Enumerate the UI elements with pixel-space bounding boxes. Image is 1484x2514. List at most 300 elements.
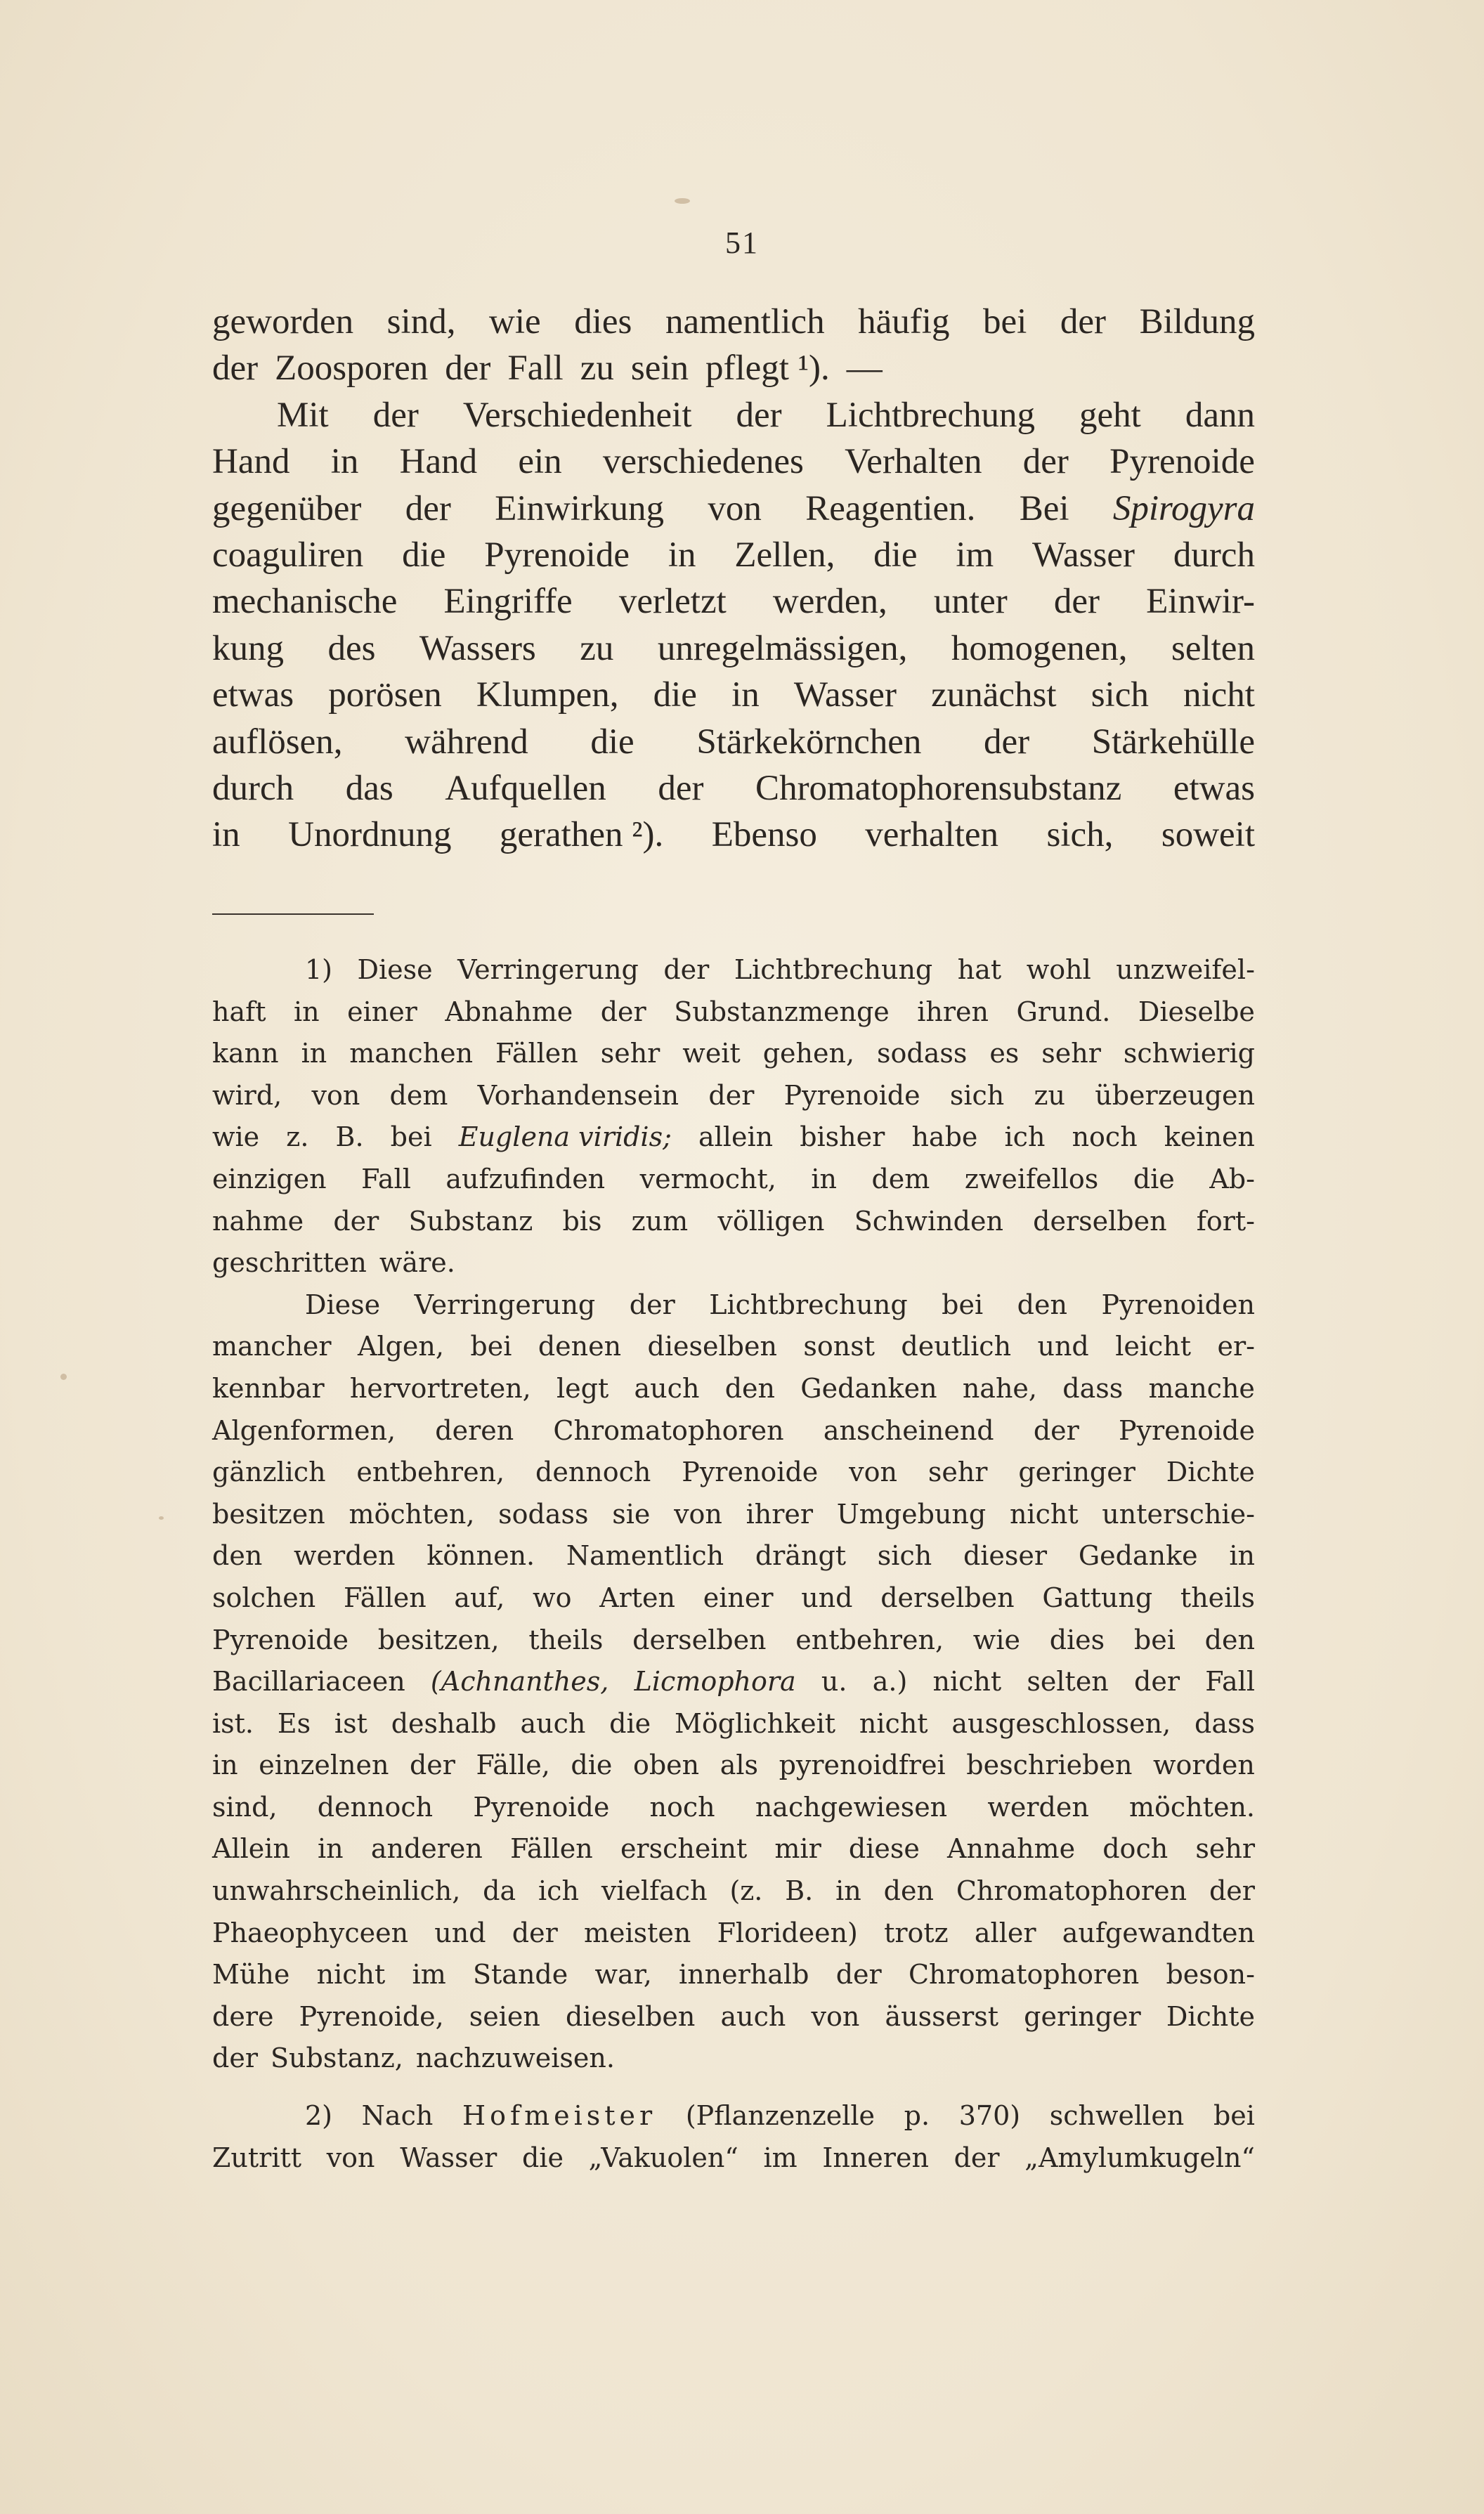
word: manche <box>1148 1372 1255 1404</box>
word: nicht <box>1009 1498 1079 1530</box>
word: den <box>883 1875 934 1907</box>
footnote-line <box>212 1787 1255 1829</box>
word: Mühe <box>212 1959 290 1991</box>
word: einer <box>703 1582 774 1613</box>
word: B. <box>335 1121 364 1153</box>
word: Verschiedenheit <box>462 395 692 435</box>
word: bei <box>1213 2100 1255 2132</box>
word: der <box>736 395 782 435</box>
word: verletzt <box>618 582 727 622</box>
word: äusserst <box>885 2000 999 2032</box>
word: zunächst <box>931 675 1057 715</box>
word: geworden <box>212 302 354 341</box>
word: wie <box>972 1624 1020 1655</box>
word: Lichtbrechung <box>734 954 933 985</box>
word: ein <box>518 442 562 482</box>
word: häufig <box>858 302 950 341</box>
word: Umgebung <box>836 1498 987 1530</box>
word: unzweifel- <box>1116 954 1255 985</box>
word: sein <box>630 349 689 389</box>
word: besitzen, <box>377 1624 500 1655</box>
footnote-line <box>212 1745 1255 1787</box>
footnote-line <box>212 1661 1255 1703</box>
footnote-line <box>212 1996 1255 2038</box>
word: Lichtbrechung <box>826 395 1036 435</box>
word: im <box>763 2142 798 2173</box>
word: (Pflanzenzelle <box>685 2100 875 2132</box>
word: Fall <box>361 1163 411 1194</box>
word: B. <box>785 1875 814 1907</box>
word: in <box>301 1038 327 1069</box>
word: der <box>663 954 710 985</box>
word: den <box>1017 1289 1067 1320</box>
word: denen <box>538 1331 622 1362</box>
word: 2) <box>305 2100 333 2132</box>
word: ausgeschlossen, <box>951 1707 1171 1739</box>
word: innerhalb <box>679 1959 809 1991</box>
footnote-line <box>212 1452 1255 1494</box>
word: der <box>445 349 491 389</box>
word: trotz <box>884 1917 949 1948</box>
word: völligen <box>717 1205 825 1237</box>
word: Namentlich <box>566 1540 724 1572</box>
word: Einwir- <box>1146 582 1255 622</box>
word: Klumpen, <box>476 675 619 715</box>
word: Pyrenoide <box>1109 442 1255 482</box>
word: noch <box>1072 1121 1138 1153</box>
word: ich <box>1004 1121 1046 1153</box>
word: Dichte <box>1166 2000 1255 2032</box>
word: Reagentien. <box>805 488 976 528</box>
word: kung <box>212 628 284 668</box>
word: die <box>1133 1163 1175 1194</box>
word: in <box>212 1750 238 1781</box>
word: wie <box>489 302 541 341</box>
word: der <box>405 488 451 528</box>
word: Allein <box>212 1833 290 1865</box>
word: Pyrenoide <box>1118 1414 1255 1446</box>
footnote-line <box>212 949 1255 991</box>
body-line <box>212 392 1255 438</box>
word: haft <box>212 996 266 1027</box>
word: Mit <box>277 395 329 435</box>
word: diese <box>848 1833 920 1865</box>
word: dennoch <box>317 1791 434 1823</box>
word: er- <box>1217 1331 1255 1362</box>
word: der <box>1134 1666 1180 1698</box>
word: auch <box>720 2000 786 2032</box>
word: Pyrenoide, <box>299 2000 444 2032</box>
word: fort- <box>1196 1205 1255 1237</box>
word: des <box>327 628 376 668</box>
word: solchen <box>212 1582 316 1613</box>
word: können. <box>427 1540 535 1572</box>
word: dass <box>1062 1372 1124 1404</box>
word: wo <box>533 1582 572 1613</box>
word: Hand <box>212 442 290 482</box>
footnote-line <box>212 2095 1255 2137</box>
word: sehr <box>1195 1833 1255 1865</box>
word: p. <box>904 2100 930 2132</box>
word: kennbar <box>212 1372 325 1404</box>
word-italic: Spirogyra <box>1112 488 1255 528</box>
word: nicht <box>859 1707 928 1739</box>
body-line <box>212 345 1255 391</box>
footnote-line <box>212 1703 1255 1745</box>
word: dies <box>574 302 632 341</box>
word: dem <box>871 1163 930 1194</box>
word: Chromatophoren <box>956 1875 1187 1907</box>
word: unterschie- <box>1102 1498 1255 1530</box>
word: weit <box>682 1038 741 1069</box>
word: unwahrscheinlich, <box>212 1875 461 1907</box>
word: von <box>708 488 762 528</box>
word: nicht <box>1183 675 1255 715</box>
footnote-line <box>212 1159 1255 1201</box>
word: coaguliren <box>212 535 364 575</box>
word: war, <box>594 1959 652 1991</box>
word: der <box>1033 1414 1079 1446</box>
word: auch <box>520 1707 586 1739</box>
word: Fälle, <box>476 1750 550 1781</box>
word: der <box>333 1205 379 1237</box>
word: erscheint <box>620 1833 748 1865</box>
word: dieser <box>963 1540 1048 1572</box>
word: und <box>434 1917 486 1948</box>
word: dieselben <box>566 2000 696 2032</box>
word: in <box>318 1833 344 1865</box>
word: bei <box>390 1121 432 1153</box>
word: wie <box>212 1121 260 1153</box>
word: einer <box>347 996 417 1027</box>
word: Pyrenoide <box>484 535 630 575</box>
footnote-line <box>212 1116 1255 1159</box>
body-line <box>212 438 1255 485</box>
word: in <box>668 535 696 575</box>
word: auch <box>634 1372 700 1404</box>
word: anscheinend <box>823 1414 994 1446</box>
footnote-line <box>212 1620 1255 1662</box>
word: da <box>483 1875 516 1907</box>
body-line <box>212 765 1255 812</box>
word: der <box>953 2142 1000 2173</box>
word: anderen <box>370 1833 483 1865</box>
word: vielfach <box>601 1875 708 1907</box>
word: Pyrenoide <box>682 1457 819 1488</box>
word: sich <box>877 1540 932 1572</box>
word: namentlich <box>665 302 825 341</box>
word: der <box>409 1750 455 1781</box>
word: deshalb <box>391 1707 497 1739</box>
word: ihren <box>917 996 989 1027</box>
word: Grund. <box>1016 996 1111 1027</box>
body-line <box>212 299 1255 345</box>
word: Phaeophyceen <box>212 1917 409 1948</box>
paper-speck <box>60 1374 67 1380</box>
body-line <box>212 578 1255 625</box>
word: geschritten <box>212 1247 367 1279</box>
word: sich <box>1091 675 1149 715</box>
word: nicht <box>932 1666 1002 1698</box>
word: Chromatophorensubstanz <box>755 769 1122 809</box>
word: 1) <box>305 954 333 985</box>
word: der <box>1209 1875 1255 1907</box>
paper-speck <box>159 1516 164 1520</box>
word: Bildung <box>1139 302 1255 341</box>
word: nahe, <box>962 1372 1037 1404</box>
word: z. <box>286 1121 309 1153</box>
word: sich <box>949 1079 1005 1111</box>
word: der <box>212 2043 258 2074</box>
word: mir <box>774 1833 821 1865</box>
word: zu <box>580 349 614 389</box>
word: gehen, <box>762 1038 855 1069</box>
word: geringer <box>1018 1457 1135 1488</box>
word: möchten. <box>1129 1791 1255 1823</box>
footnote-line <box>212 1284 1255 1327</box>
word: von <box>311 1079 360 1111</box>
word: Abnahme <box>445 996 573 1027</box>
word: Algen, <box>358 1331 444 1362</box>
footnote-line <box>212 1913 1255 1955</box>
word: Florideen) <box>717 1917 858 1948</box>
word: dann <box>1185 395 1255 435</box>
word: „Vakuolen“ <box>588 2142 738 2173</box>
word: und <box>1037 1331 1089 1362</box>
word: porösen <box>328 675 442 715</box>
word: legt <box>556 1372 609 1404</box>
word: bei <box>983 302 1027 341</box>
footnote-gap <box>212 2080 1255 2095</box>
word: Diese <box>305 1289 381 1320</box>
word: theils <box>528 1624 604 1655</box>
word: unter <box>933 582 1008 622</box>
word-italic: Euglena viridis; <box>458 1121 672 1153</box>
word: derselben <box>1033 1205 1167 1237</box>
word: schwierig <box>1123 1038 1255 1069</box>
footnote-line <box>212 1954 1255 1996</box>
word: Pyrenoiden <box>1101 1289 1255 1320</box>
word: Ab- <box>1209 1163 1255 1194</box>
word: die <box>521 2142 564 2173</box>
word: Verringerung <box>414 1289 596 1320</box>
word: in <box>731 675 760 715</box>
word: habe <box>911 1121 978 1153</box>
word: a.) <box>872 1666 908 1698</box>
word: durch <box>212 769 294 809</box>
word: Pyrenoide <box>783 1079 920 1111</box>
word: ich <box>538 1875 579 1907</box>
word: Dieselbe <box>1138 996 1255 1027</box>
word: der <box>708 1079 755 1111</box>
word: der <box>629 1289 675 1320</box>
word: werden <box>987 1791 1089 1823</box>
word: Aufquellen <box>445 769 606 809</box>
word: von <box>326 2142 375 2173</box>
word: drängt <box>755 1540 847 1572</box>
word: bisher <box>800 1121 885 1153</box>
word: Substanz, <box>270 2043 403 2074</box>
word: mechanische <box>212 582 398 622</box>
footnote-line <box>212 1242 1255 1284</box>
word: den <box>1204 1624 1255 1655</box>
word: Schwinden <box>854 1205 1003 1237</box>
word: überzeugen <box>1095 1079 1255 1111</box>
word: die <box>873 535 918 575</box>
word: aufzufinden <box>445 1163 606 1194</box>
word: ist <box>334 1707 367 1739</box>
word: Verhalten <box>845 442 982 482</box>
footnote-line <box>212 1033 1255 1075</box>
word: oben <box>632 1750 700 1781</box>
word: während <box>405 722 528 762</box>
word: Einwirkung <box>495 488 665 528</box>
word: nahme <box>212 1205 304 1237</box>
word: zu <box>1034 1079 1066 1111</box>
word: ihrer <box>746 1498 814 1530</box>
word: der <box>983 722 1030 762</box>
word: Fall <box>1205 1666 1255 1698</box>
word: derselben <box>880 1582 1015 1613</box>
word: die <box>402 535 446 575</box>
word: den <box>724 1372 775 1404</box>
footnote-separator <box>212 913 374 915</box>
word: dem <box>389 1079 448 1111</box>
footnote-line <box>212 1075 1255 1117</box>
word: Gattung <box>1042 1582 1153 1613</box>
footnote-line <box>212 1410 1255 1452</box>
word: der <box>600 996 646 1027</box>
word-italic: Licmophora <box>634 1666 796 1698</box>
word: Zoosporen <box>275 349 429 389</box>
word: seien <box>469 2000 540 2032</box>
word: kann <box>212 1038 279 1069</box>
body-line <box>212 672 1255 718</box>
body-line <box>212 812 1255 858</box>
word: beschrieben <box>966 1750 1133 1781</box>
word: Dichte <box>1166 1457 1255 1488</box>
page-number: 51 <box>725 226 759 260</box>
word: bis <box>562 1205 602 1237</box>
word: die <box>571 1750 613 1781</box>
word: zweifellos <box>964 1163 1099 1194</box>
word: theils <box>1180 1582 1255 1613</box>
word: Lichtbrechung <box>709 1289 908 1320</box>
word: der <box>212 349 259 389</box>
word: in <box>811 1163 837 1194</box>
word: einzigen <box>212 1163 327 1194</box>
word: auflösen, <box>212 722 343 762</box>
word: bei <box>1133 1624 1176 1655</box>
body-text <box>212 299 1255 859</box>
word: Chromatophoren <box>908 1959 1140 1991</box>
word: von <box>849 1457 897 1488</box>
word: Bei <box>1019 488 1069 528</box>
word: der <box>1053 582 1100 622</box>
word: Fällen <box>510 1833 593 1865</box>
word: unregelmässigen, <box>657 628 908 668</box>
word: pyrenoidfrei <box>779 1750 946 1781</box>
word: doch <box>1102 1833 1169 1865</box>
footnote-line <box>212 1368 1255 1410</box>
word: Zutritt <box>212 2142 302 2173</box>
word: manchen <box>349 1038 474 1069</box>
word: die <box>590 722 634 762</box>
word: von <box>674 1498 722 1530</box>
word: gegenüber <box>212 488 362 528</box>
word: homogenen, <box>951 628 1128 668</box>
word: den <box>212 1540 263 1572</box>
word: (z. <box>729 1875 763 1907</box>
word: Substanz <box>408 1205 533 1237</box>
word: „Amylumkugeln“ <box>1024 2142 1255 2173</box>
word: der <box>658 769 704 809</box>
footnotes <box>212 949 1255 2179</box>
footnote-line <box>212 1577 1255 1620</box>
word: Vorhandensein <box>477 1079 679 1111</box>
word: Wasser <box>1031 535 1135 575</box>
word: bei <box>942 1289 984 1320</box>
word: sodass <box>876 1038 968 1069</box>
word: sind, <box>212 1791 278 1823</box>
word: Annahme <box>947 1833 1076 1865</box>
word: derselben <box>632 1624 767 1655</box>
word: keinen <box>1164 1121 1255 1153</box>
word: der <box>512 1917 558 1948</box>
word: aufgewandten <box>1062 1917 1255 1948</box>
word: etwas <box>212 675 294 715</box>
word: Inneren <box>822 2142 929 2173</box>
word: entbehren, <box>356 1457 505 1488</box>
word: auf, <box>454 1582 505 1613</box>
word-spaced: Hofmeister <box>462 2100 657 2132</box>
word: worden <box>1153 1750 1255 1781</box>
footnote-line <box>212 1201 1255 1243</box>
word: in <box>835 1875 861 1907</box>
word: gänzlich <box>212 1457 326 1488</box>
word: der <box>1060 302 1107 341</box>
word: u. <box>821 1666 847 1698</box>
body-line <box>212 625 1255 672</box>
word: geringer <box>1024 2000 1141 2032</box>
word: sich, <box>1046 815 1114 855</box>
word: Pyrenoide <box>473 1791 610 1823</box>
word: beson- <box>1166 1959 1255 1991</box>
word: Fällen <box>495 1038 578 1069</box>
word: Wassers <box>419 628 536 668</box>
word: sodass <box>498 1498 589 1530</box>
word: soweit <box>1161 815 1255 855</box>
word: Bacillariaceen <box>212 1666 405 1698</box>
word: verhalten <box>865 815 999 855</box>
word: zu <box>580 628 614 668</box>
word: Stande <box>473 1959 568 1991</box>
word: Möglichkeit <box>674 1707 836 1739</box>
word: Zellen, <box>734 535 835 575</box>
word-italic: (Achnanthes, <box>430 1666 609 1698</box>
word: Stärkehülle <box>1091 722 1255 762</box>
word: in <box>1229 1540 1255 1572</box>
word: sehr <box>600 1038 660 1069</box>
word: meisten <box>583 1917 691 1948</box>
word: nicht <box>316 1959 386 1991</box>
word: selten <box>1027 1666 1109 1698</box>
word: Pyrenoide <box>212 1624 349 1655</box>
word: sind, <box>386 302 456 341</box>
word: die <box>653 675 697 715</box>
body-line <box>212 486 1255 532</box>
word: Stärkekörnchen <box>696 722 922 762</box>
